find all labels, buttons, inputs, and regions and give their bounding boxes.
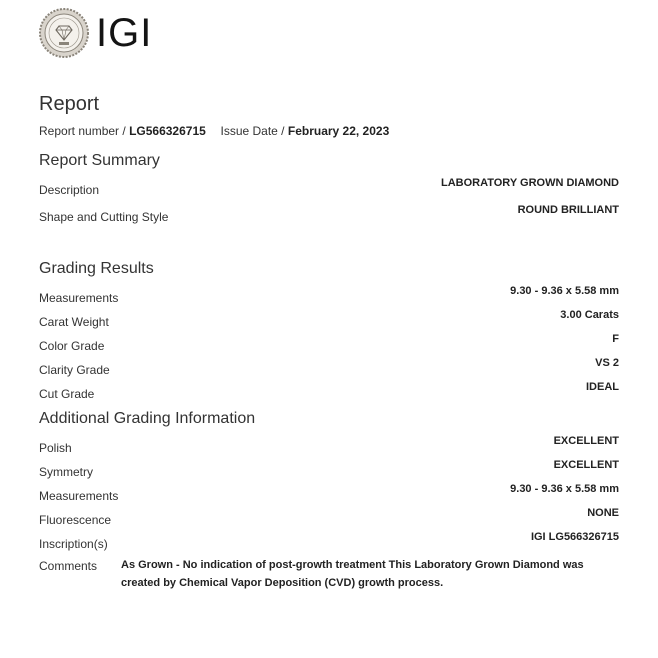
additional-row xyxy=(39,507,619,527)
additional-info-title: Additional Grading Information xyxy=(39,410,256,427)
grading-row xyxy=(39,381,619,401)
grading-row xyxy=(39,357,619,377)
row-label: Shape and Cutting Style xyxy=(39,210,169,224)
summary-row xyxy=(39,204,619,224)
row-label: Polish xyxy=(39,441,72,455)
report-title: Report xyxy=(39,93,100,115)
row-value: NONE xyxy=(587,507,619,519)
issue-date: February 22, 2023 xyxy=(287,124,390,138)
report-meta xyxy=(39,124,389,138)
row-value: LABORATORY GROWN DIAMOND xyxy=(440,177,619,189)
row-value: F xyxy=(612,333,619,345)
row-value: EXCELLENT xyxy=(553,435,619,447)
row-value: ROUND BRILLIANT xyxy=(517,204,619,216)
row-label: Symmetry xyxy=(39,465,93,479)
row-label: Color Grade xyxy=(39,339,105,353)
row-label: Inscription(s) xyxy=(39,537,108,551)
row-value: 3.00 Carats xyxy=(560,309,619,321)
row-value: IGI LG566326715 xyxy=(530,531,619,543)
report-number-label: Report number / xyxy=(39,124,126,138)
additional-row xyxy=(39,435,619,455)
row-label: Clarity Grade xyxy=(39,363,110,377)
row-value: EXCELLENT xyxy=(553,459,619,471)
row-label: Fluorescence xyxy=(39,513,112,527)
row-label: Cut Grade xyxy=(39,387,95,401)
issue-date-label: Issue Date / xyxy=(220,124,285,138)
additional-row xyxy=(39,483,619,503)
row-label: Measurements xyxy=(39,489,119,503)
row-value: 9.30 - 9.36 x 5.58 mm xyxy=(510,483,619,495)
grading-results-title: Grading Results xyxy=(39,260,154,277)
row-value: IDEAL xyxy=(586,381,619,393)
row-value: VS 2 xyxy=(595,357,619,369)
comments-label: Comments xyxy=(39,559,98,573)
summary-row xyxy=(39,177,619,197)
report-summary-title: Report Summary xyxy=(39,152,160,169)
igi-logo xyxy=(39,8,152,58)
brand-name: IGI xyxy=(96,11,153,55)
grading-row xyxy=(39,309,619,329)
comments-text: As Grown - No indication of post-growth treatment This Laboratory Grown Diamond was created by Chemical Vapor Deposition (CVD) growth process. xyxy=(121,559,584,589)
grading-row xyxy=(39,333,619,353)
igi-seal-icon xyxy=(39,8,89,58)
row-value: 9.30 - 9.36 x 5.58 mm xyxy=(510,285,619,297)
row-label: Description xyxy=(39,183,100,197)
additional-row xyxy=(39,459,619,479)
row-label: Carat Weight xyxy=(39,315,109,329)
grading-row xyxy=(39,285,619,305)
additional-row xyxy=(39,531,619,551)
row-label: Measurements xyxy=(39,291,119,305)
report-number: LG566326715 xyxy=(129,124,206,138)
